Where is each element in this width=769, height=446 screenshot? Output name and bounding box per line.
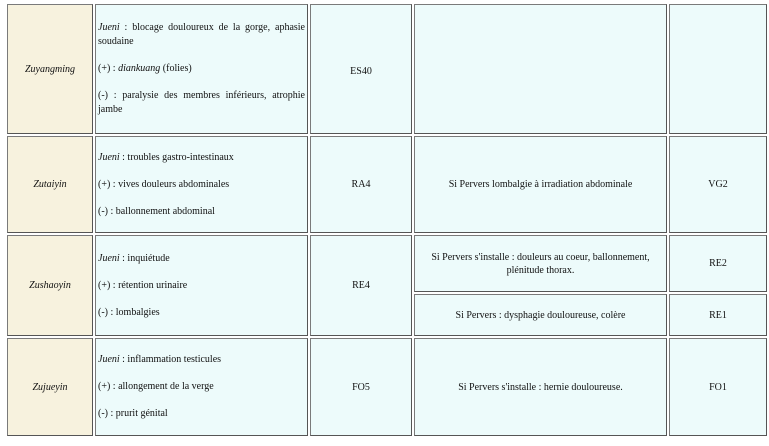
deficiency-line: (-) : ballonnement abdominal [98, 205, 215, 217]
pervers-cell: Si Pervers lombalgie à irradiation abdominale [414, 136, 667, 233]
jueni-label: Jueni [98, 22, 120, 33]
excess-prefix: (+) : [98, 63, 119, 74]
table-wrapper [5, 2, 767, 438]
jueni-text: : blocage douloureux de la gorge, aphasie soudaine [98, 22, 305, 47]
excess-line: (+) : vives douleurs abdominales [98, 178, 230, 190]
table-row [7, 136, 767, 233]
excess-line: (+) : allongement de la verge [98, 381, 214, 392]
symptom-cell [95, 338, 308, 436]
pervers-cell: Si Pervers : dysphagie douloureuse, colère [414, 294, 667, 336]
excess-line: (+) : rétention urinaire [98, 279, 188, 291]
jueni-label: Jueni [98, 354, 120, 365]
jueni-line [98, 252, 305, 266]
excess-suffix: (folies) [160, 63, 192, 74]
point-cell: RE4 [310, 235, 412, 336]
code-cell: RE1 [669, 294, 767, 336]
symptom-cell [95, 136, 308, 233]
meridian-name: Zujueyin [7, 338, 93, 436]
code-cell: FO1 [669, 338, 767, 436]
symptom-cell [95, 235, 308, 336]
code-cell: RE2 [669, 235, 767, 292]
pervers-cell [414, 4, 667, 134]
meridian-name: Zuyangming [7, 4, 93, 134]
table-row [7, 235, 767, 292]
jueni-text: : troubles gastro-intestinaux [119, 151, 234, 163]
excess-term: diankuang [118, 63, 161, 74]
meridian-name: Zushaoyin [7, 235, 93, 336]
excess-line [98, 62, 305, 76]
jueni-line [98, 353, 305, 367]
jueni-text: : inflammation testicules [119, 354, 222, 365]
point-cell: RA4 [310, 136, 412, 233]
jueni-text: : inquiétude [119, 252, 170, 264]
code-cell: VG2 [669, 136, 767, 233]
jueni-label: Jueni [98, 252, 120, 264]
pervers-cell: Si Pervers s'installe : hernie douloureuse. [414, 338, 667, 436]
meridian-table [5, 2, 769, 438]
pervers-cell: Si Pervers s'installe : douleurs au coeur, ballonnement, plénitude thorax. [414, 235, 667, 292]
symptom-cell [95, 4, 308, 134]
deficiency-line: (-) : prurit génital [98, 408, 168, 419]
jueni-label: Jueni [98, 151, 120, 163]
point-cell: ES40 [310, 4, 412, 134]
code-cell [669, 4, 767, 134]
jueni-line [98, 21, 305, 49]
deficiency-line: (-) : lombalgies [98, 306, 160, 318]
table-row [7, 338, 767, 436]
meridian-name: Zutaiyin [7, 136, 93, 233]
table-row [7, 4, 767, 134]
jueni-line [98, 151, 305, 165]
point-cell: FO5 [310, 338, 412, 436]
deficiency-line: (-) : paralysie des membres inférieurs, atrophie jambe [98, 90, 305, 115]
